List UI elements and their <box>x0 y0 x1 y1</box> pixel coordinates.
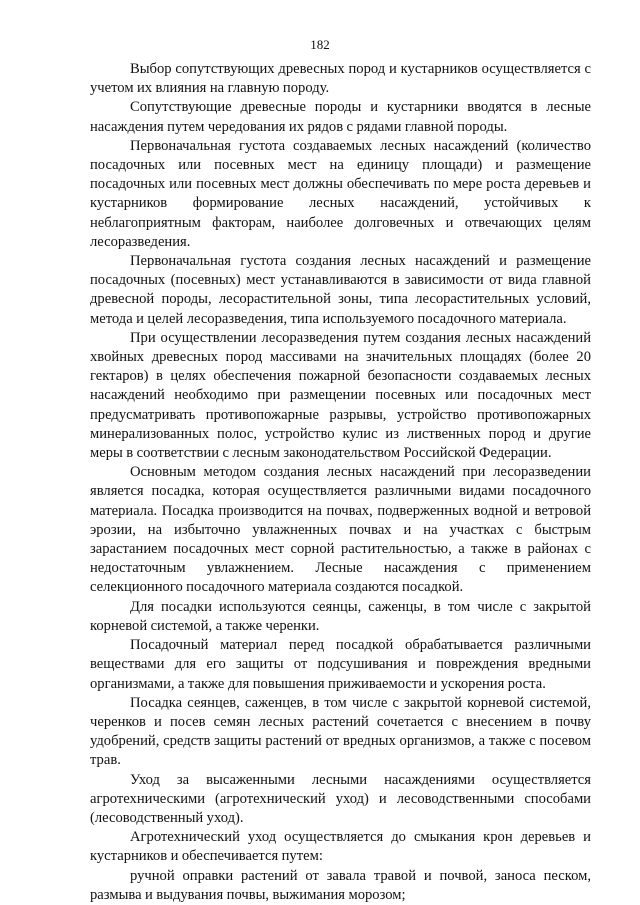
paragraph: При осуществлении лесоразведения путем создания лесных насаждений хвойных древесных пород массивами на значительных площадях (более 20 гектаров) в целях обеспечения пожарной безопасности создаваемых лесных насаждений необходимо при размещении посевных или посадочных мест предусматривать противопожарные разрывы, устройство противопожарных минерализованных полос, устройство кулис из лиственных пород и другие меры в соответствии с лесным законодательством Российской Федерации. <box>90 329 591 462</box>
paragraph: Выбор сопутствующих древесных пород и кустарников осуществляется с учетом их влияния на главную породу. <box>90 61 591 97</box>
paragraph: Первоначальная густота создания лесных насаждений и размещение посадочных (посевных) мест устанавливаются в зависимости от вида главной древесной породы, лесорастительной зоны, типа лесорастительных условий, метода и целей лесоразведения, типа используемого посадочного материала. <box>90 253 591 327</box>
paragraph: Агротехнический уход осуществляется до смыкания крон деревьев и кустарников и обеспечивается путем: <box>90 829 591 865</box>
paragraph: ручной оправки растений от завала травой и почвой, заноса песком, размыва и выдувания почвы, выжимания морозом; <box>90 867 591 903</box>
page-number: 182 <box>310 37 330 52</box>
document-body <box>90 60 591 905</box>
paragraph: Посадка сеянцев, саженцев, в том числе с закрытой корневой системой, черенков и посев семян лесных растений сочетается с внесением в почву удобрений, средств защиты растений от вредных организмов, а также с посевом трав. <box>90 694 591 769</box>
paragraph: Основным методом создания лесных насаждений при лесоразведении является посадка, которая осуществляется различными видами посадочного материала. Посадка производится на почвах, подверженных водной и ветровой эрозии, на избыточно увлажненных почвах и на участках с быстрым зарастанием посадочных мест сорной растительностью, а также в районах с недостаточным увлажнением. Лесные насаждения с применением селекционного посадочного материала создаются посадкой. <box>90 464 591 596</box>
paragraph: Для посадки используются сеянцы, саженцы, в том числе с закрытой корневой системой, а также черенки. <box>90 598 591 634</box>
paragraph: Сопутствующие древесные породы и кустарники вводятся в лесные насаждения путем чередования их рядов с рядами главной породы. <box>90 99 591 135</box>
paragraph: Уход за высаженными лесными насаждениями осуществляется агротехническими (агротехнический уход) и лесоводственными способами (лесоводственный уход). <box>90 771 591 826</box>
paragraph: Первоначальная густота создаваемых лесных насаждений (количество посадочных или посевных мест на единицу площади) и размещение посадочных или посевных мест должны обеспечивать по мере роста деревьев и кустарников формирование лесных насаждений, устойчивых к неблагоприятным факторам, наиболее долговечных и отвечающих целям лесоразведения. <box>90 137 591 250</box>
paragraph: Посадочный материал перед посадкой обрабатывается различными веществами для его защиты от подсушивания и повреждения вредными организмами, а также для повышения приживаемости и ускорения роста. <box>90 637 591 692</box>
